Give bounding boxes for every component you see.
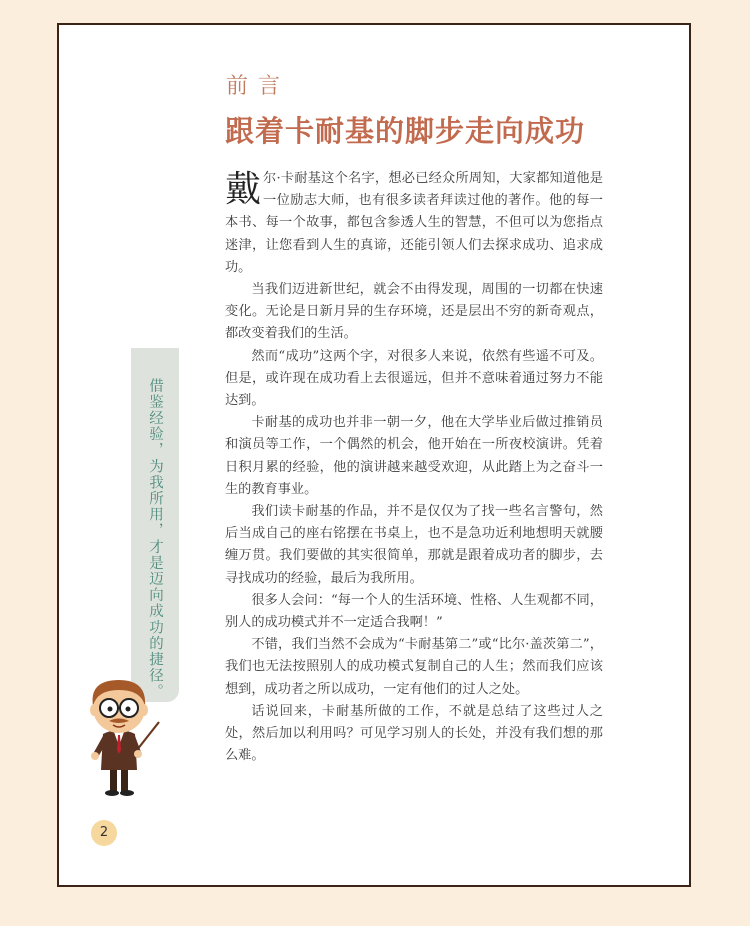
paragraph: 很多人会问：“每一个人的生活环境、性格、人生观都不同，别人的成功模式并不一定适合我啊！” xyxy=(225,592,603,631)
paragraph: 卡耐基的成功也并非一朝一夕，他在大学毕业后做过推销员和演员等工作，一个偶然的机会，他开始在一所夜校演讲。凭着日积月累的经验，他的演讲越来越受欢迎，从此踏上为之奋斗一生的教育事业。 xyxy=(225,415,603,497)
chapter-title: 跟着卡耐基的脚步走向成功 xyxy=(225,114,586,148)
paragraph: 我们读卡耐基的作品，并不是仅仅为了找一些名言警句，然后当成自己的座右铭摆在书桌上，也不是急功近利地想明天就腰缠万贯。我们要做的其实很简单，那就是跟着成功者的脚步，去寻找成功的经验，最后为我所用。 xyxy=(225,504,603,586)
book-page xyxy=(57,23,691,887)
section-label: 前言 xyxy=(226,74,291,99)
paragraph-text: 尔·卡耐基这个名字，想必已经众所周知，大家都知道他是一位励志大师，也有很多读者拜读过他的著作。他的每一本书、每一个故事，都包含参透人生的智慧，不但可以为您指点迷津，让您看到人生的真谛，还能引领人们去探求成功、追求成功。 xyxy=(225,171,603,275)
cartoon-professor-illustration xyxy=(81,650,161,800)
paragraph xyxy=(225,168,603,279)
paragraph: 然而“成功”这两个字，对很多人来说，依然有些遥不可及。但是，或许现在成功看上去很遥远，但并不意味着通过努力不能达到。 xyxy=(225,348,603,409)
dropcap: 戴 xyxy=(225,169,262,210)
sidebar-quote-box xyxy=(131,348,179,702)
paragraph: 当我们迈进新世纪，就会不由得发现，周围的一切都在快速变化。无论是日新月异的生存环境，还是层出不穷的新奇观点，都改变着我们的生活。 xyxy=(225,282,603,342)
body-text xyxy=(225,168,603,767)
paragraph: 话说回来，卡耐基所做的工作，不就是总结了这些过人之处，然后加以利用吗？可见学习别人的长处，并没有我们想的那么难。 xyxy=(225,703,603,764)
paragraph: 不错，我们当然不会成为“卡耐基第二”或“比尔·盖茨第二”，我们也无法按照别人的成功模式复制自己的人生；然而我们应该想到，成功者之所以成功，一定有他们的过人之处。 xyxy=(225,637,603,697)
page-number: 2 xyxy=(91,820,117,846)
sidebar-quote: 借鉴经验，为我所用，才是迈向成功的捷径。 xyxy=(147,378,163,700)
